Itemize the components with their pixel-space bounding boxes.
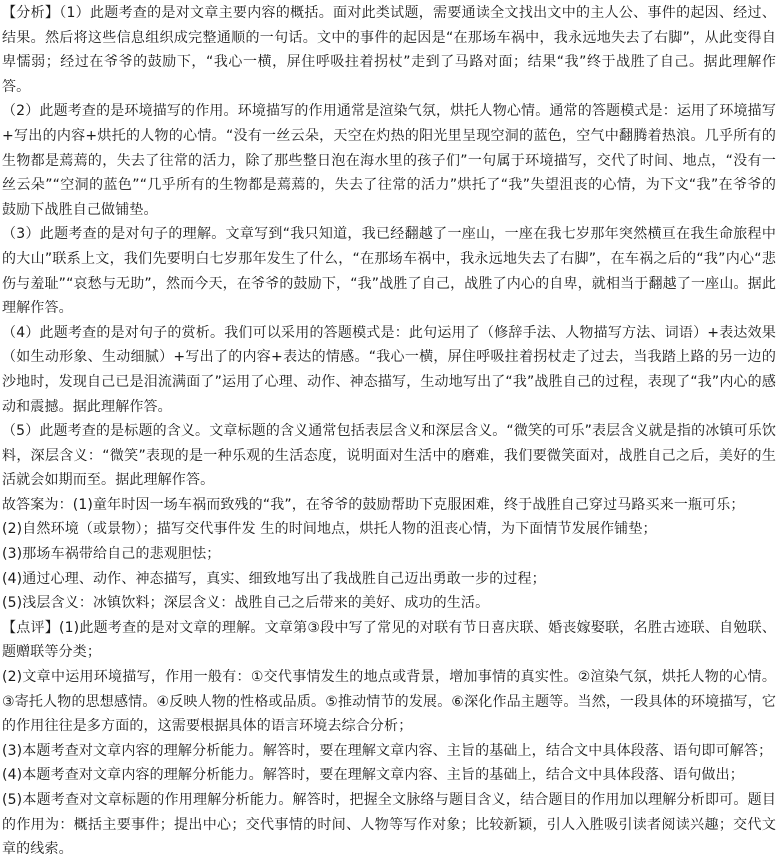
analysis-paragraph-3: （3）此题考查的是对句子的理解。文章写到“我只知道，我已经翻越了一座山，一座在我七岁那年突然横亘在我生命旅程中的大山”联系上文，我们先要明白七岁那年发生了什么，“在那场车祸中，我永远地失去了右脚”，在车祸之后的“我”内心“悲伤与羞耻”“哀愁与无助”，然而今天，在爷爷的鼓励下，“我”战胜了自己，战胜了内心的自卑，就相当于翻越了一座山。据此理解作答。 — [2, 226, 776, 317]
comment-text-1: (1)此题考查的是对文章的理解。文章第③段中写了常见的对联有节日喜庆联、婚丧嫁娶联，名胜古迹联、自勉联、题赠联等分类； — [2, 619, 776, 661]
analysis-paragraph-5: （5）此题考查的是标题的含义。文章标题的含义通常包括表层含义和深层含义。“微笑的可乐”表层含义就是指的冰镇可乐饮料，深层含义：“微笑”表现的是一种乐观的生活态度，说明面对生活中的磨难，我们要微笑面对，战胜自己之后，美好的生活就会如期而至。据此理解作答。 — [2, 423, 776, 489]
analysis-text-1: （1）此题考查的是对文章主要内容的概括。面对此类试题，需要通读全文找出文中的主人公、事件的起因、经过、结果。然后将这些信息组织成完整通顺的一句话。文中的事件的起因是“在那场车祸中，我永远地失去了右脚”，从此变得自卑懦弱；经过在爷爷的鼓励下，“我心一横，屏住呼吸拄着拐杖”走到了马路对面；结果“我”终于战胜了自己。据此理解作答。 — [2, 5, 776, 95]
answer-content — [2, 1, 776, 862]
comment-label: 【点评】 — [2, 619, 59, 636]
analysis-paragraph-4: （4）此题考查的是对句子的赏析。我们可以采用的答题模式是：此句运用了（修辞手法、人物描写方法、词语）+表达效果（如生动形象、生动细腻）+写出了的内容+表达的情感。“我心一横，屏住呼吸拄着拐杖走了过去，当我踏上路的另一边的沙地时，发现自己已是泪流满面了”运用了心理、动作、神态描写，生动地写出了“我”战胜自己的过程，表现了“我”内心的感动和震撼。据此理解作答。 — [2, 324, 776, 415]
comment-paragraph-3: (3)本题考查对文章内容的理解分析能力。解答时，要在理解文章内容、主旨的基础上，结合文中具体段落、语句即可解答； — [2, 742, 773, 759]
answer-line-5: (5)浅层含义：冰镇饮料；深层含义：战胜自己之后带来的美好、成功的生活。 — [2, 595, 490, 612]
answer-line-3: (3)那场车祸带给自己的悲观胆怯； — [2, 546, 221, 563]
answer-line-1: 故答案为：(1)童年时因一场车祸而致残的“我”，在爷爷的鼓励帮助下克服困难，终于战胜自己穿过马路买来一瓶可乐； — [2, 496, 745, 513]
comment-paragraph-4: (4)本题考查对文章内容的理解分析能力。解答时，要在理解文章内容、主旨的基础上，结合文中具体段落、语句做出； — [2, 767, 744, 784]
comment-paragraph-1 — [2, 616, 776, 665]
comment-paragraph-2: (2)文章中运用环境描写，作用一般有：①交代事情发生的地点或背景，增加事情的真实性。②渲染气氛，烘托人物的心情。③寄托人物的思想感情。④反映人物的性格或品质。⑤推动情节的发展。⑥深化作品主题等。当然，一段具体的环境描写，它的作用往往是多方面的，这需要根据具体的语言环境去综合分析； — [2, 669, 776, 735]
comment-paragraph-5: (5)本题考查对文章标题的作用理解分析能力。解答时，把握全文脉络与题目含义，结合题目的作用加以理解分析即可。题目的作用为：概括主要事件；提出中心；交代事情的时间、人物等写作对象；比较新颖，引人入胜吸引读者阅读兴趣；交代文章的线索。 — [2, 792, 776, 858]
answer-line-4: (4)通过心理、动作、神态描写，真实、细致地写出了我战胜自己迈出勇敢一步的过程； — [2, 570, 546, 587]
answer-line-2: (2)自然环境（或景物）；描写交代事件发 生的时间地点，烘托人物的沮丧心情，为下面情节发展作铺垫； — [2, 521, 657, 538]
analysis-label: 【分析】 — [2, 5, 60, 21]
analysis-paragraph-2: （2）此题考查的是环境描写的作用。环境描写的作用通常是渲染气氛，烘托人物心情。通常的答题模式是：运用了环境描写+写出的内容+烘托的人物的心情。“没有一丝云朵，天空在灼热的阳光里呈现空洞的蓝色，空气中翻腾着热浪。几乎所有的生物都是蔫蔫的，失去了往常的活力，除了那些整日泡在海水里的孩子们”一句属于环境描写，交代了时间、地点，“没有一丝云朵”“空洞的蓝色”“几乎所有的生物都是蔫蔫的，失去了往常的活力”烘托了“我”失望沮丧的心情，为下文“我”在爷爷的鼓励下战胜自己做铺垫。 — [2, 103, 776, 218]
analysis-paragraph-1 — [2, 1, 776, 99]
